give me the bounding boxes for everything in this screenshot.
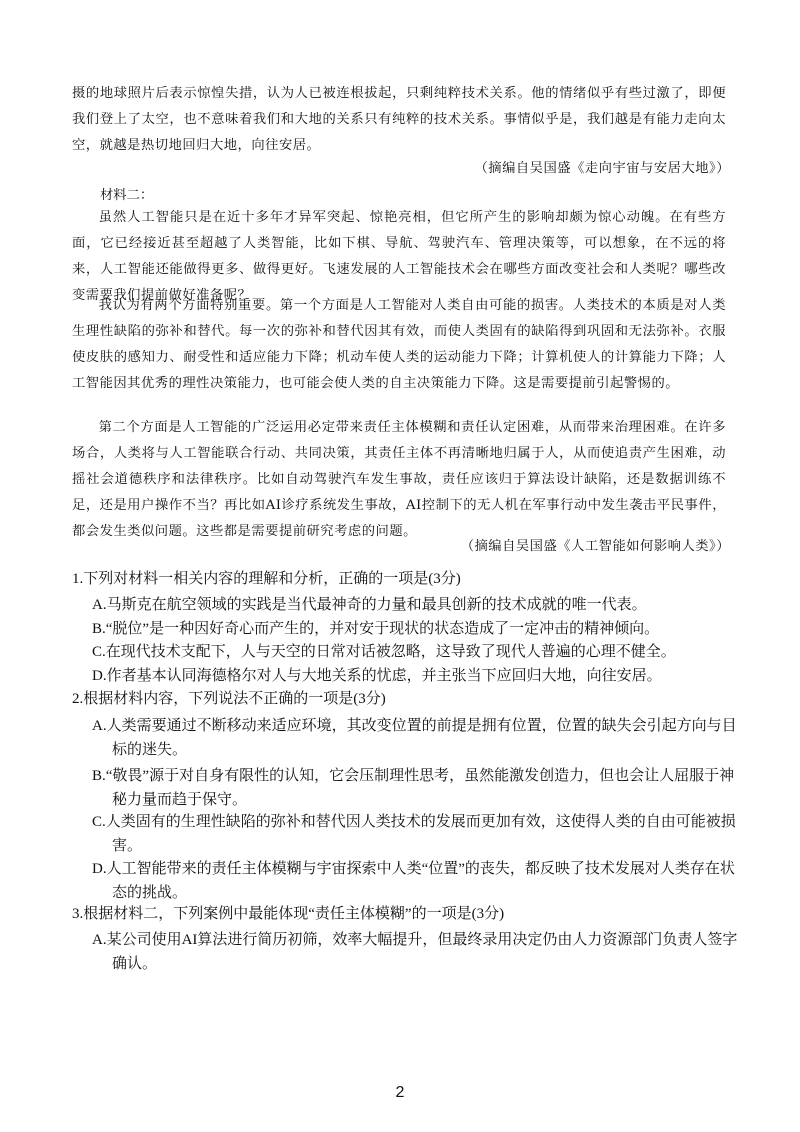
page-number: 2 <box>395 1084 405 1101</box>
question-1-option-d: D.作者基本认同海德格尔对人与大地关系的忧虑，并主张当下应回归大地，向往安居。 <box>92 668 662 684</box>
question-1-stem: 1.下列对材料一相关内容的理解和分析，正确的一项是(3分) <box>72 571 461 587</box>
material2-paragraph-3: 第二个方面是人工智能的广泛运用必定带来责任主体模糊和责任认定困难，从而带来治理困难。在许多场合，人类将与人工智能联合行动、共同决策，其责任主体不再清晰地归属于人，从而使追责产生困难，动摇社会道德秩序和法律秩序。比如自动驾驶汽车发生事故，责任应该归于算法设计缺陷，还是数据训练不足，还是用户操作不当？再比如AI诊疗系统发生事故，AI控制下的无人机在军事行动中发生袭击平民事件，都会发生类似问题。这些都是需要提前研究考虑的问题。 <box>72 420 726 539</box>
question-1-option-b: B.“脱位”是一种因好奇心而产生的，并对安于现状的状态造成了一定冲击的精神倾向。 <box>92 621 660 637</box>
material2-paragraph-1: 虽然人工智能只是在近十多年才异军突起、惊艳亮相，但它所产生的影响却颇为惊心动魄。在有些方面，它已经接近甚至超越了人类智能，比如下棋、导航、驾驶汽车、管理决策等，可以想象，在不远的将来，人工智能还能做得更多、做得更好。飞速发展的人工智能技术会在哪些方面改变社会和人类呢？哪些改变需要我们提前做好准备呢？ <box>72 210 726 303</box>
material2-paragraph-2: 我认为有两个方面特别重要。第一个方面是人工智能对人类自由可能的损害。人类技术的本质是对人类生理性缺陷的弥补和替代。每一次的弥补和替代因其有效，而使人类固有的缺陷得到巩固和无法弥补。衣服使皮肤的感知力、耐受性和适应能力下降；机动车使人类的运动能力下降；计算机使人的计算能力下降；人工智能因其优秀的理性决策能力，也可能会使人类的自主决策能力下降。这是需要提前引起警惕的。 <box>72 298 726 391</box>
material2-heading: 材料二： <box>100 188 154 203</box>
material2-source: （摘编自吴国盛《人工智能如何影响人类》） <box>460 539 730 554</box>
question-3-option-a: A.某公司使用AI算法进行简历初筛，效率大幅提升，但最终录用决定仍由人力资源部门负责人签字确认。 <box>92 932 738 972</box>
question-2-option-c: C.人类固有的生理性缺陷的弥补和替代因人类技术的发展而更加有效，这使得人类的自由可能被损害。 <box>92 814 736 854</box>
question-1-option-a: A.马斯克在航空领域的实践是当代最神奇的力量和最具创新的技术成就的唯一代表。 <box>92 597 647 613</box>
question-2-option-b: B.“敬畏”源于对自身有限性的认知，它会压制理性思考，虽然能激发创造力，但也会让人屈服于神秘力量而趋于保守。 <box>92 768 735 808</box>
question-2-option-d: D.人工智能带来的责任主体模糊与宇宙探索中人类“位置”的丧失，都反映了技术发展对人类存在状态的挑战。 <box>92 861 735 901</box>
question-1-option-c: C.在现代技术支配下，人与天空的日常对话被忽略，这导致了现代人普遍的心理不健全。 <box>92 644 676 660</box>
question-2-stem: 2.根据材料内容，下列说法不正确的一项是(3分) <box>72 691 386 707</box>
material1-tail-paragraph: 摄的地球照片后表示惊惶失措，认为人已被连根拔起，只剩纯粹技术关系。他的情绪似乎有些过激了，即便我们登上了太空，也不意味着我们和大地的关系只有纯粹的技术关系。事情似乎是，我们越是有能力走向太空，就越是热切地回归大地，向往安居。 <box>72 86 726 153</box>
question-3-stem: 3.根据材料二，下列案例中最能体现“责任主体模糊”的一项是(3分) <box>72 906 505 922</box>
question-2-option-a: A.人类需要通过不断移动来适应环境，其改变位置的前提是拥有位置，位置的缺失会引起方向与目标的迷失。 <box>92 718 737 758</box>
material1-source: （摘编自吴国盛《走向宇宙与安居大地》） <box>474 161 730 176</box>
